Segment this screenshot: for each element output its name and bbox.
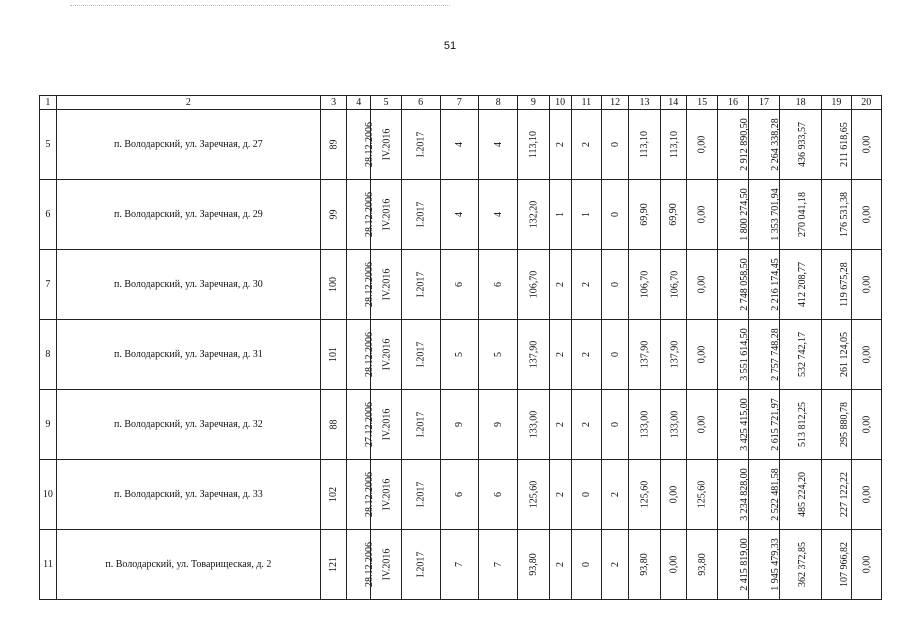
column-number: 9 [518, 96, 549, 110]
cost-fund-cell [748, 530, 779, 600]
date-cell [347, 390, 376, 460]
date-cell [347, 180, 376, 250]
residents-count-cell [440, 530, 479, 600]
apartments-total-value: 2 [554, 492, 566, 497]
area-private-cell [686, 460, 717, 530]
apartments-municipal-value: 1 [580, 212, 592, 217]
date-cell [347, 250, 376, 320]
apartments-private-cell [601, 460, 628, 530]
start-quarter-cell [371, 180, 401, 250]
apartments-municipal-value: 2 [580, 352, 592, 357]
column-number: 5 [371, 96, 401, 110]
row-number-cell: 6 [40, 180, 57, 250]
cost-extra-value: 0,00 [860, 135, 872, 154]
cost-total-value: 2 748 058,50 [739, 258, 751, 311]
end-quarter-value: I.2017 [415, 271, 427, 298]
cost-regional-cell [780, 250, 822, 320]
cost-fund-value: 2 216 174,45 [769, 258, 781, 311]
apartments-total-cell [549, 530, 571, 600]
residents-count-value: 4 [453, 142, 465, 147]
area-municipal-value: 133,00 [668, 410, 680, 439]
area-private-cell [686, 320, 717, 390]
start-quarter-cell [371, 320, 401, 390]
total-area-cell [518, 530, 549, 600]
cost-fund-value: 1 353 701,94 [769, 188, 781, 241]
apartments-private-value: 0 [609, 352, 621, 357]
address-cell: п. Володарский, ул. Заречная, д. 32 [56, 390, 320, 460]
apartments-total-value: 2 [554, 282, 566, 287]
area-municipal-cell [660, 110, 686, 180]
start-quarter-value: IV.2016 [381, 128, 393, 161]
cost-regional-cell [780, 110, 822, 180]
cost-local-cell [822, 110, 851, 180]
cost-regional-cell [780, 530, 822, 600]
apartments-private-cell [601, 390, 628, 460]
cost-local-value: 211 618,65 [838, 122, 850, 167]
apartments-private-cell [601, 180, 628, 250]
date-value: 28.12.2006 [364, 192, 376, 237]
cost-extra-cell [851, 320, 882, 390]
cost-fund-cell [748, 250, 779, 320]
cost-regional-cell [780, 320, 822, 390]
area-municipal-value: 0,00 [667, 485, 679, 504]
cost-local-cell [822, 250, 851, 320]
address-cell: п. Володарский, ул. Заречная, д. 29 [56, 180, 320, 250]
registry-number-cell [321, 390, 347, 460]
apartments-municipal-value: 2 [580, 422, 592, 427]
area-total-cell [629, 460, 660, 530]
area-municipal-value: 113,10 [668, 130, 680, 159]
start-quarter-cell [371, 460, 401, 530]
resettled-count-cell [479, 180, 518, 250]
area-total-value: 137,90 [638, 340, 650, 369]
cost-local-value: 261 124,05 [839, 332, 851, 377]
column-number-row [40, 96, 882, 110]
area-private-value: 0,00 [696, 415, 708, 434]
registry-number-cell [321, 460, 347, 530]
start-quarter-value: IV.2016 [381, 268, 393, 301]
apartments-total-value: 1 [554, 212, 566, 217]
resettled-count-cell [479, 530, 518, 600]
cost-local-cell [822, 530, 851, 600]
apartments-municipal-cell [571, 460, 601, 530]
registry-number-cell [321, 320, 347, 390]
area-municipal-cell [660, 320, 686, 390]
apartments-total-value: 2 [554, 422, 566, 427]
cost-extra-cell [851, 250, 882, 320]
cost-fund-cell [748, 110, 779, 180]
area-total-cell [629, 320, 660, 390]
cost-regional-value: 412 208,77 [797, 262, 809, 307]
column-number: 18 [780, 96, 822, 110]
apartments-total-cell [549, 460, 571, 530]
apartments-municipal-value: 0 [580, 492, 592, 497]
cost-total-cell [718, 460, 751, 530]
cost-total-cell [718, 320, 751, 390]
column-number: 1 [40, 96, 57, 110]
residents-count-cell [440, 390, 479, 460]
cost-total-value: 2 912 890,50 [739, 118, 751, 171]
area-municipal-value: 137,90 [668, 340, 680, 369]
column-number: 8 [479, 96, 518, 110]
date-value: 28.12.2006 [364, 472, 376, 517]
residents-count-value: 7 [453, 562, 465, 567]
end-quarter-cell [401, 390, 440, 460]
column-number: 17 [748, 96, 779, 110]
cost-regional-value: 270 041,18 [797, 192, 809, 237]
date-value: 28.12.2006 [364, 122, 376, 167]
residents-count-value: 9 [453, 422, 465, 427]
area-municipal-value: 106,70 [668, 270, 680, 299]
date-cell [347, 530, 376, 600]
start-quarter-value: IV.2016 [381, 198, 393, 231]
cost-extra-cell [851, 460, 882, 530]
column-number: 13 [629, 96, 660, 110]
area-total-value: 93,80 [638, 553, 650, 576]
row-number-cell: 5 [40, 110, 57, 180]
resettled-count-cell [479, 320, 518, 390]
cost-extra-value: 0,00 [860, 205, 872, 224]
apartments-total-cell [549, 390, 571, 460]
residents-count-value: 4 [453, 212, 465, 217]
total-area-cell [518, 180, 549, 250]
resettled-count-cell [479, 250, 518, 320]
registry-number-value: 100 [328, 277, 340, 292]
cost-extra-value: 0,00 [860, 555, 872, 574]
residents-count-cell [440, 180, 479, 250]
resettled-count-value: 5 [492, 352, 504, 357]
cost-regional-value: 436 933,57 [797, 122, 809, 167]
resettled-count-value: 6 [492, 492, 504, 497]
area-total-value: 133,00 [638, 410, 650, 439]
area-private-value: 0,00 [696, 345, 708, 364]
start-quarter-value: IV.2016 [381, 338, 393, 371]
area-private-value: 93,80 [696, 553, 708, 576]
address-cell: п. Володарский, ул. Заречная, д. 30 [56, 250, 320, 320]
cost-fund-cell [748, 180, 779, 250]
end-quarter-value: I.2017 [415, 481, 427, 508]
residents-count-value: 5 [453, 352, 465, 357]
apartments-municipal-value: 2 [580, 142, 592, 147]
area-private-value: 125,60 [696, 480, 708, 509]
apartments-municipal-cell [571, 530, 601, 600]
resettled-count-cell [479, 390, 518, 460]
cost-fund-cell [748, 320, 779, 390]
end-quarter-cell [401, 460, 440, 530]
column-number: 4 [347, 96, 371, 110]
table-row [40, 390, 882, 460]
row-number-cell: 10 [40, 460, 57, 530]
column-number: 2 [56, 96, 320, 110]
top-rule [70, 5, 450, 6]
area-municipal-cell [660, 180, 686, 250]
registry-number-value: 121 [328, 557, 340, 572]
address-cell: п. Володарский, ул. Заречная, д. 33 [56, 460, 320, 530]
area-total-cell [629, 110, 660, 180]
apartments-municipal-cell [571, 180, 601, 250]
row-number-cell: 11 [40, 530, 57, 600]
cost-fund-value: 2 522 481,58 [769, 468, 781, 521]
area-municipal-value: 69,90 [667, 203, 679, 226]
area-private-cell [686, 250, 717, 320]
column-number: 6 [401, 96, 440, 110]
end-quarter-value: I.2017 [415, 411, 427, 438]
table-row [40, 460, 882, 530]
cost-extra-value: 0,00 [860, 345, 872, 364]
apartments-total-cell [549, 110, 571, 180]
end-quarter-value: I.2017 [415, 341, 427, 368]
resettled-count-cell [479, 110, 518, 180]
page-number: 51 [443, 40, 457, 52]
registry-number-value: 88 [328, 419, 340, 430]
column-number: 7 [440, 96, 479, 110]
cost-total-cell [718, 390, 751, 460]
start-quarter-value: IV.2016 [381, 548, 393, 581]
end-quarter-value: I.2017 [415, 551, 427, 578]
table-row [40, 530, 882, 600]
cost-fund-cell [748, 460, 779, 530]
cost-fund-value: 2 264 338,28 [769, 118, 781, 171]
apartments-private-cell [601, 250, 628, 320]
resettled-count-value: 4 [492, 142, 504, 147]
area-municipal-cell [660, 530, 686, 600]
resettled-count-value: 6 [492, 282, 504, 287]
area-total-cell [629, 390, 660, 460]
row-number-cell: 8 [40, 320, 57, 390]
cost-regional-value: 362 372,85 [797, 542, 809, 587]
cost-total-cell [718, 250, 751, 320]
cost-fund-value: 1 945 479,33 [769, 538, 781, 591]
date-cell [347, 460, 376, 530]
cost-fund-value: 2 615 721,97 [769, 398, 781, 451]
end-quarter-cell [401, 180, 440, 250]
column-number: 16 [718, 96, 748, 110]
registry-number-cell [321, 110, 347, 180]
registry-number-cell [321, 250, 347, 320]
start-quarter-cell [371, 530, 401, 600]
residents-count-cell [440, 110, 479, 180]
area-private-value: 0,00 [696, 275, 708, 294]
table-row [40, 250, 882, 320]
apartments-total-cell [549, 180, 571, 250]
total-area-cell [518, 250, 549, 320]
area-private-value: 0,00 [696, 135, 708, 154]
apartments-municipal-cell [571, 320, 601, 390]
cost-extra-cell [851, 110, 882, 180]
cost-local-cell [822, 180, 851, 250]
total-area-value: 113,10 [527, 130, 539, 159]
date-cell [347, 320, 376, 390]
cost-total-value: 1 800 274,50 [739, 188, 751, 241]
total-area-cell [518, 390, 549, 460]
registry-number-value: 89 [328, 139, 340, 150]
residents-count-cell [440, 460, 479, 530]
area-private-cell [686, 110, 717, 180]
date-value: 28.12.2006 [364, 332, 376, 377]
apartments-municipal-value: 0 [580, 562, 592, 567]
column-number: 14 [660, 96, 686, 110]
area-total-cell [629, 530, 660, 600]
cost-total-cell [718, 530, 751, 600]
total-area-value: 137,90 [527, 340, 539, 369]
residents-count-cell [440, 320, 479, 390]
cost-total-cell [718, 110, 751, 180]
housing-table [39, 95, 882, 600]
cost-extra-value: 0,00 [860, 275, 872, 294]
date-value: 28.12.2006 [364, 542, 376, 587]
cost-extra-cell [851, 390, 882, 460]
area-private-cell [686, 390, 717, 460]
cost-local-value: 119 675,28 [838, 262, 850, 307]
column-number: 19 [822, 96, 851, 110]
cost-regional-cell [780, 180, 822, 250]
residents-count-cell [440, 250, 479, 320]
total-area-value: 125,60 [527, 480, 539, 509]
cost-total-value: 3 234 828,00 [739, 468, 751, 521]
end-quarter-cell [401, 250, 440, 320]
area-municipal-cell [660, 460, 686, 530]
cost-regional-value: 532 742,17 [797, 332, 809, 377]
cost-extra-cell [851, 180, 882, 250]
cost-total-value: 3 551 614,50 [739, 328, 751, 381]
residents-count-value: 6 [453, 492, 465, 497]
end-quarter-value: I.2017 [415, 131, 427, 158]
end-quarter-cell [401, 320, 440, 390]
residents-count-value: 6 [453, 282, 465, 287]
end-quarter-cell [401, 110, 440, 180]
cost-extra-value: 0,00 [860, 415, 872, 434]
apartments-municipal-value: 2 [580, 282, 592, 287]
address-cell: п. Володарский, ул. Заречная, д. 27 [56, 110, 320, 180]
total-area-value: 132,20 [527, 200, 539, 229]
resettled-count-value: 4 [492, 212, 504, 217]
registry-number-value: 102 [328, 487, 340, 502]
total-area-value: 93,80 [527, 553, 539, 576]
date-value: 27.12.2006 [364, 402, 376, 447]
apartments-total-value: 2 [554, 352, 566, 357]
cost-local-cell [822, 460, 851, 530]
registry-number-value: 99 [328, 209, 340, 220]
total-area-cell [518, 110, 549, 180]
column-number: 12 [601, 96, 628, 110]
apartments-private-value: 0 [609, 422, 621, 427]
row-number-cell: 7 [40, 250, 57, 320]
apartments-private-value: 0 [609, 212, 621, 217]
cost-total-value: 2 415 819,00 [739, 538, 751, 591]
column-number: 10 [549, 96, 571, 110]
table-row [40, 180, 882, 250]
cost-local-value: 227 122,22 [839, 472, 851, 517]
start-quarter-value: IV.2016 [381, 408, 393, 441]
table-row [40, 320, 882, 390]
column-number: 11 [571, 96, 601, 110]
column-number: 15 [686, 96, 717, 110]
apartments-total-cell [549, 320, 571, 390]
start-quarter-cell [371, 250, 401, 320]
area-municipal-value: 0,00 [667, 555, 679, 574]
total-area-cell [518, 320, 549, 390]
cost-local-cell [822, 390, 851, 460]
registry-number-cell [321, 530, 347, 600]
area-total-cell [629, 250, 660, 320]
area-total-value: 69,90 [638, 203, 650, 226]
apartments-private-cell [601, 320, 628, 390]
apartments-total-value: 2 [554, 562, 566, 567]
cost-extra-cell [851, 530, 882, 600]
total-area-value: 133,00 [527, 410, 539, 439]
resettled-count-value: 7 [492, 562, 504, 567]
resettled-count-value: 9 [492, 422, 504, 427]
row-number-cell: 9 [40, 390, 57, 460]
cost-regional-cell [780, 390, 822, 460]
apartments-municipal-cell [571, 390, 601, 460]
area-total-value: 106,70 [638, 270, 650, 299]
area-municipal-cell [660, 250, 686, 320]
cost-local-value: 176 531,38 [839, 192, 851, 237]
cost-local-cell [822, 320, 851, 390]
address-cell: п. Володарский, ул. Товарищеская, д. 2 [56, 530, 320, 600]
table-row [40, 110, 882, 180]
date-cell [347, 110, 376, 180]
registry-number-cell [321, 180, 347, 250]
apartments-total-cell [549, 250, 571, 320]
apartments-municipal-cell [571, 110, 601, 180]
total-area-value: 106,70 [527, 270, 539, 299]
area-total-cell [629, 180, 660, 250]
column-number: 20 [851, 96, 882, 110]
apartments-private-value: 0 [609, 282, 621, 287]
column-number: 3 [321, 96, 347, 110]
cost-regional-value: 485 224,20 [797, 472, 809, 517]
cost-total-value: 3 425 415,00 [739, 398, 751, 451]
start-quarter-cell [371, 390, 401, 460]
end-quarter-value: I.2017 [415, 201, 427, 228]
area-total-value: 113,10 [638, 130, 650, 159]
apartments-private-value: 2 [609, 492, 621, 497]
apartments-municipal-cell [571, 250, 601, 320]
area-private-cell [686, 530, 717, 600]
registry-number-value: 101 [328, 347, 340, 362]
start-quarter-cell [371, 110, 401, 180]
cost-local-value: 107 966,82 [839, 542, 851, 587]
resettled-count-cell [479, 460, 518, 530]
area-private-cell [686, 180, 717, 250]
cost-total-cell [718, 180, 751, 250]
apartments-total-value: 2 [554, 142, 566, 147]
cost-extra-value: 0,00 [860, 485, 872, 504]
area-total-value: 125,60 [638, 480, 650, 509]
cost-local-value: 295 880,78 [839, 402, 851, 447]
apartments-private-cell [601, 110, 628, 180]
date-value: 28.12.2006 [364, 262, 376, 307]
cost-regional-cell [780, 460, 822, 530]
apartments-private-value: 2 [609, 562, 621, 567]
apartments-private-value: 0 [609, 142, 621, 147]
start-quarter-value: IV.2016 [381, 478, 393, 511]
cost-fund-value: 2 757 748,28 [769, 328, 781, 381]
address-cell: п. Володарский, ул. Заречная, д. 31 [56, 320, 320, 390]
area-private-value: 0,00 [696, 205, 708, 224]
apartments-private-cell [601, 530, 628, 600]
end-quarter-cell [401, 530, 440, 600]
table-body [40, 96, 882, 600]
area-municipal-cell [660, 390, 686, 460]
total-area-cell [518, 460, 549, 530]
cost-fund-cell [748, 390, 779, 460]
cost-regional-value: 513 812,25 [797, 402, 809, 447]
